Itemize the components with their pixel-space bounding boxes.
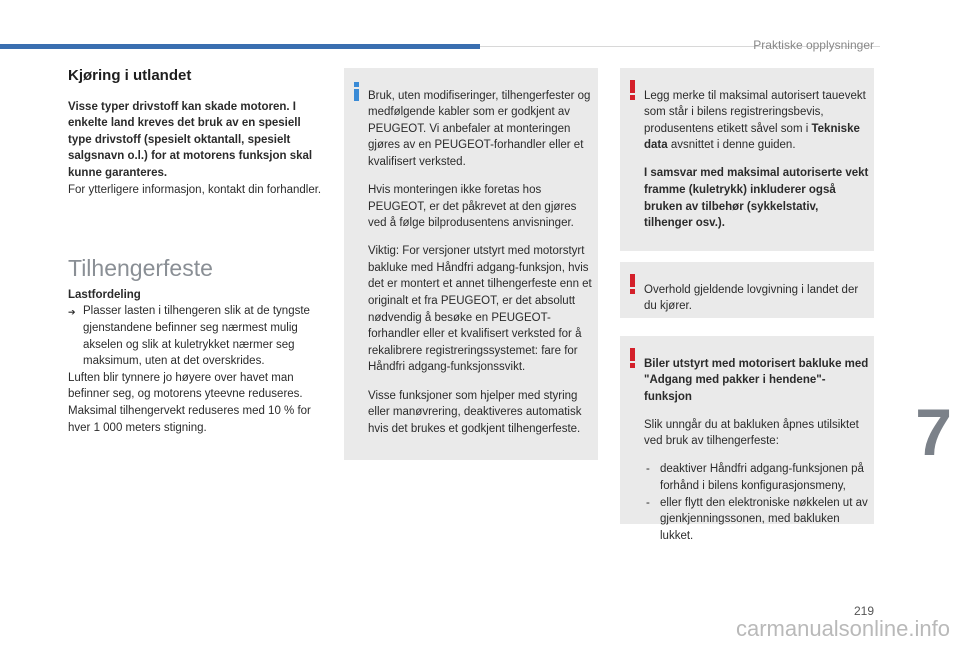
heading-towbar: Tilhengerfeste: [68, 255, 213, 282]
fuel-warning-bold: Visse typer drivstoff kan skade motoren. I enkelte land kreves det bruk av en spesiell type drivstoff (spesielt oktantall, spesielt salgsnavn o.l.) for at motorens funksjon skal kunne garanteres.: [68, 100, 313, 179]
header-accent-bar: [0, 44, 480, 49]
section-title: Praktiske opplysninger: [753, 38, 874, 52]
left-column: [68, 68, 326, 436]
warning-icon: [629, 274, 637, 294]
law-text: Overhold gjeldende lovgivning i landet der du kjører.: [644, 283, 859, 313]
list-item: - deaktiver Håndfri adgang-funksjonen på forhånd i bilens konfigurasjonsmeny,: [644, 461, 870, 494]
info-box: [344, 68, 598, 460]
fuel-warning-text: For ytterligere informasjon, kontakt din forhandler.: [68, 183, 322, 196]
tailgate-text: Slik unngår du at bakluken åpnes utilsiktet ved bruk av tilhengerfeste:: [644, 418, 859, 448]
load-distribution-title: Lastfordeling: [68, 288, 141, 301]
warning-box-law: [620, 262, 874, 318]
weight-text: Legg merke til maksimal autorisert tauevekt som står i bilens registreringsbevis, produsentens etikett såvel som i Tekniske data avsnittet i denne guiden.: [644, 89, 866, 152]
warning-box-weight: [620, 68, 874, 251]
warning-icon: [629, 348, 637, 368]
info-para-4: Visse funksjoner som hjelper med styring eller manøvrering, deaktiveres automatisk hvis det brukes et godkjent tilhengerfeste.: [368, 389, 582, 435]
chapter-number: 7: [915, 395, 952, 469]
warning-icon: [629, 80, 637, 100]
weight-bold-text: I samsvar med maksimal autoriserte vekt framme (kuletrykk) inkluderer også bruken av tilbehør (sykkelstativ, tilhenger osv.).: [644, 167, 869, 230]
info-para-1: Bruk, uten modifiseringer, tilhengerfester og medfølgende kabler som er godkjent av PEUGEOT. Vi anbefaler at monteringen gjøres av en PEUGEOT-forhandler eller et kvalifisert verksted.: [368, 89, 591, 168]
warning-box-tailgate: [620, 336, 874, 542]
load-list-item: ➔ Plasser lasten i tilhengeren slik at de tyngste gjenstandene befinner seg nærmest mulig akselen og slik at kuletrykket nærmer seg maksimum, uten at det overskrides.: [68, 303, 326, 369]
page-number: 219: [853, 604, 874, 618]
list-item: - eller flytt den elektroniske nøkkelen ut av gjenkjenningssonen, med bakluken lukket.: [644, 495, 870, 545]
tailgate-list: [644, 461, 870, 544]
altitude-text: Luften blir tynnere jo høyere over havet man befinner seg, og motorens yteevne reduseres. Maksimal tilhengervekt reduseres med 10 % for hver 1 000 meters stigning.: [68, 371, 311, 434]
watermark: carmanualsonline.info: [735, 616, 950, 641]
heading-abroad: Kjøring i utlandet: [68, 67, 192, 84]
info-para-2: Hvis monteringen ikke foretas hos PEUGEOT, er det påkrevet at den gjøres ved å følge bilprodusentens anvisninger.: [368, 183, 577, 230]
tailgate-bold: Biler utstyrt med motorisert bakluke med "Adgang med pakker i hendene"-funksjon: [644, 357, 869, 403]
info-para-3: Viktig: For versjoner utstyrt med motorstyrt bakluke med Håndfri adgang-funksjon, hvis det er montert et annet tilhengerfeste enn et originalt et fra PEUGEOT, er det absolutt nødvendig å besøke en PEUGEOT-forhandler eller et kvalifisert verksted for å rekalibrere registreringssystemet: fare for Håndfri adgang-funksjonssvikt.: [368, 245, 592, 374]
load-list: [68, 303, 326, 369]
info-icon: [353, 82, 361, 101]
